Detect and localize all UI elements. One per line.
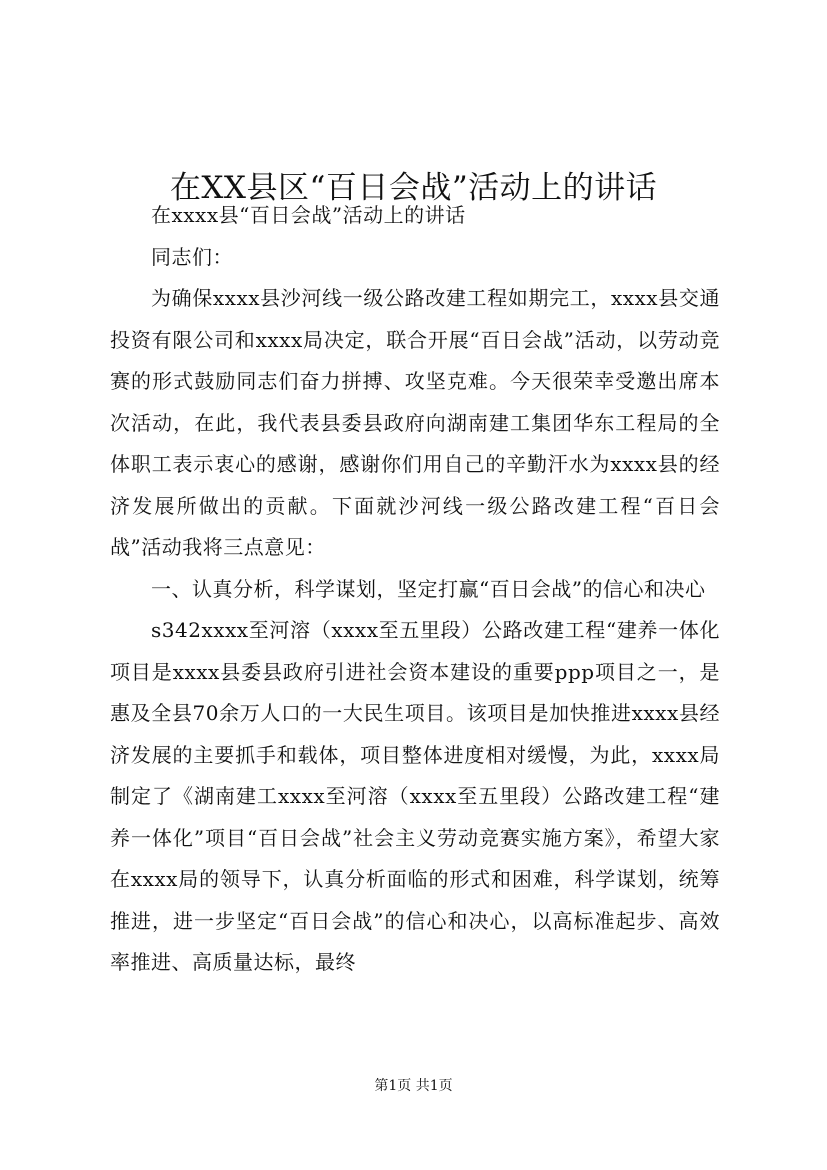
paragraph-subtitle: 在xxxx县“百日会战”活动上的讲话 bbox=[151, 203, 466, 227]
document-title: 在XX县区“百日会战”活动上的讲话 bbox=[169, 169, 658, 206]
paragraph-salutation: 同志们： bbox=[151, 244, 233, 269]
document-body bbox=[110, 195, 720, 984]
page-footer: 第1页 共1页 bbox=[374, 1078, 453, 1094]
paragraph-intro: 为确保xxxx县沙河线一级公路改建工程如期完工，xxxx县交通投资有限公司和xxxx局决定，联合开展“百日会战”活动，以劳动竞赛的形式鼓励同志们奋力拼搏、攻坚克难。今天很荣幸受邀出席本次活动，在此，我代表县委县政府向湖南建工集团华东工程局的全体职工表示衷心的感谢，感谢你们用自己的辛勤汗水为xxxx县的经济发展所做出的贡献。下面就沙河线一级公路改建工程“百日会战”活动我将三点意见： bbox=[110, 286, 720, 559]
paragraph-section-heading-1: 一、认真分析，科学谋划，坚定打赢“百日会战”的信心和决心 bbox=[151, 576, 706, 601]
paragraph-section-body-1: s342xxxx至河溶（xxxx至五里段）公路改建工程“建养一体化项目是xxxx县委县政府引进社会资本建设的重要ppp项目之一，是惠及全县70余万人口的一大民生项目。该项目是加快推进xxxx县经济发展的主要抓手和载体，项目整体进度相对缓慢，为此，xxxx局制定了《湖南建工xxxx至河溶（xxxx至五里段）公路改建工程“建养一体化”项目“百日会战”社会主义劳动竞赛实施方案》，希望大家在xxxx局的领导下，认真分析面临的形式和困难，科学谋划，统筹推进，进一步坚定“百日会战”的信心和决心，以高标准起步、高效率推进、高质量达标，最终 bbox=[110, 618, 720, 974]
